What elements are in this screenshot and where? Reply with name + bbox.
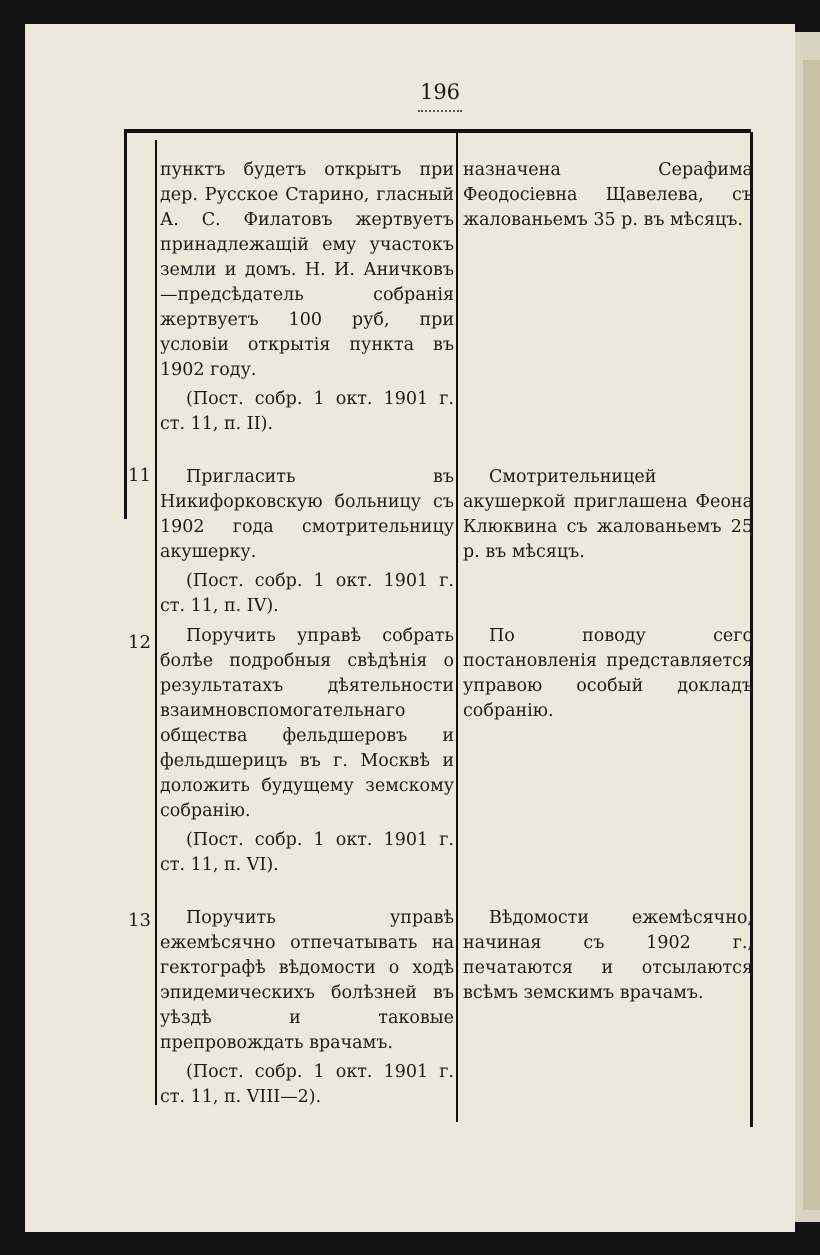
table-row (160, 465, 454, 619)
execution-text: назначена Серафима Феодосіевна Щавелева, съ жалованьемъ 35 р. въ мѣсяцъ. (463, 160, 753, 230)
table-row (160, 158, 454, 437)
row-number: 13 (128, 910, 151, 931)
execution-text: По поводу сего постановленія представляется управою особый докладъ собранію. (463, 626, 753, 721)
decision-text: Поручить управѣ ежемѣсячно отпечатывать на гектографѣ вѣдомости о ходѣ эпидемическихъ болѣзней въ уѣздѣ и таковые препровождать врачамъ. (160, 908, 454, 1053)
decision-reference: (Пост. собр. 1 окт. 1901 г. ст. 11, п. IV). (160, 571, 454, 616)
table-column-divider (456, 132, 458, 1122)
decision-text: Пригласить въ Никифорковскую больницу съ 1902 года смотрительницу акушерку. (160, 467, 454, 562)
page-number: 196 (419, 80, 461, 104)
table-top-rule (124, 129, 751, 133)
execution-cell (463, 624, 753, 724)
execution-cell (463, 906, 753, 1006)
page-edge-shadow (803, 60, 820, 1210)
table-row (160, 624, 454, 878)
decision-text: Поручить управѣ собрать болѣе подробныя свѣдѣнія о результатахъ дѣятельности взаимновспомогательнаго общества фельдшеровъ и фельдшерицъ въ г. Москвѣ и доложить будущему земскому собранію. (160, 626, 454, 821)
page-number-ornament (418, 104, 462, 112)
execution-cell (463, 465, 753, 565)
execution-text: Смотрительницей акушеркой приглашена Феона Клюквина съ жалованьемъ 25 р. въ мѣсяцъ. (463, 467, 753, 562)
decision-text: пунктъ будетъ открытъ при дер. Русское Старино, гласный А. С. Филатовъ жертвуетъ принадлежащій ему участокъ земли и домъ. Н. И. Аничковъ—предсѣдатель собранія жертвуетъ 100 руб, при условіи открытія пункта въ 1902 году. (160, 160, 454, 380)
execution-text: Вѣдомости ежемѣсячно, начиная съ 1902 г., печатаются и отсылаются всѣмъ земскимъ врачамъ. (463, 908, 753, 1003)
decision-reference: (Пост. собр. 1 окт. 1901 г. ст. 11, п. VIII—2). (160, 1062, 454, 1107)
table-left-border (124, 129, 127, 519)
table-num-divider (155, 140, 157, 1105)
execution-cell (463, 158, 753, 233)
decision-reference: (Пост. собр. 1 окт. 1901 г. ст. 11, п. II). (160, 389, 454, 434)
row-number: 11 (128, 465, 151, 486)
decision-reference: (Пост. собр. 1 окт. 1901 г. ст. 11, п. VI). (160, 830, 454, 875)
table-row (160, 906, 454, 1110)
row-number: 12 (128, 632, 151, 653)
